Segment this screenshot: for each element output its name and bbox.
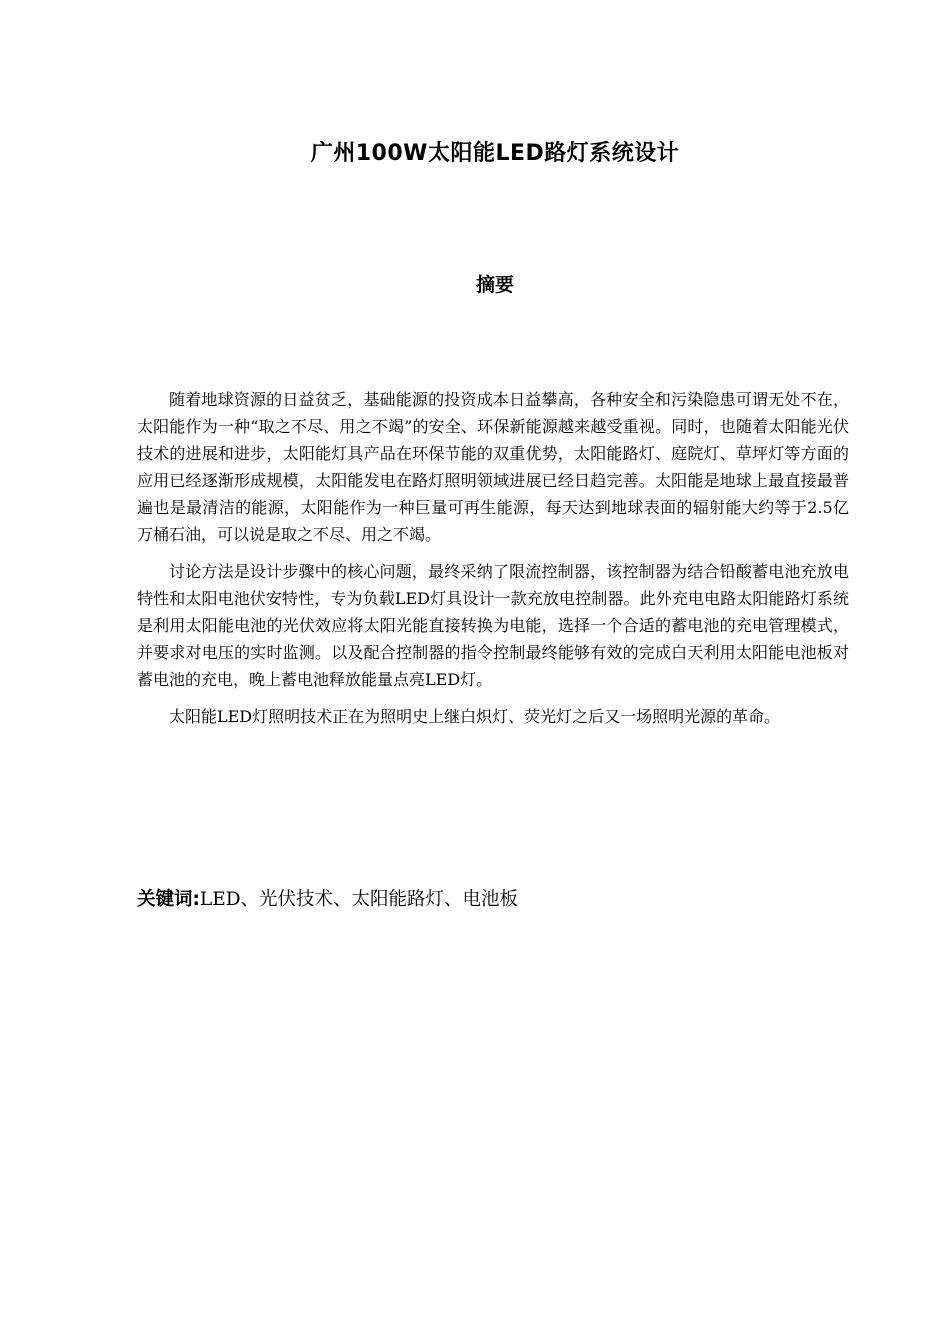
abstract-paragraph-3: 太阳能LED灯照明技术正在为照明史上继白炽灯、荧光灯之后又一场照明光源的革命。: [169, 707, 781, 726]
abstract-paragraph-2: 讨论方法是设计步骤中的核心问题，最终采纳了限流控制器，该控制器为结合铅酸蓄电池充放电特性和太阳电池伏安特性，专为负载LED灯具设计一款充放电控制器。此外充电电路太阳能路灯系统是利用太阳能电池的光伏效应将太阳光能直接转换为电能，选择一个合适的蓄电池的充电管理模式，并要求对电压的实时监测。以及配合控制器的指令控制最终能够有效的完成白天利用太阳能电池板对蓄电池的充电，晚上蓄电池释放能量点亮LED灯。: [137, 562, 849, 689]
abstract-paragraph-1: 随着地球资源的日益贫乏，基础能源的投资成本日益攀高，各种安全和污染隐患可谓无处不在，太阳能作为一种“取之不尽、用之不竭”的安全、环保新能源越来越受重视。同时，也随着太阳能光伏技术的进展和进步，太阳能灯具产品在环保节能的双重优势，太阳能路灯、庭院灯、草坪灯等方面的应用已经逐渐形成规模，太阳能发电在路灯照明领域进展已经日趋完善。太阳能是地球上最直接最普遍也是最清洁的能源，太阳能作为一种巨量可再生能源，每天达到地球表面的辐射能大约等于2.5亿万桶石油，可以说是取之不尽、用之不竭。: [137, 390, 849, 544]
document-title: 广州100W太阳能LED路灯系统设计: [310, 141, 680, 166]
keywords-value: LED、光伏技术、太阳能路灯、电池板: [199, 889, 519, 910]
abstract-heading: 摘要: [475, 274, 514, 296]
keywords-line: [137, 886, 849, 914]
keywords-label: 关键词:: [137, 889, 200, 910]
abstract-body: [137, 386, 849, 740]
